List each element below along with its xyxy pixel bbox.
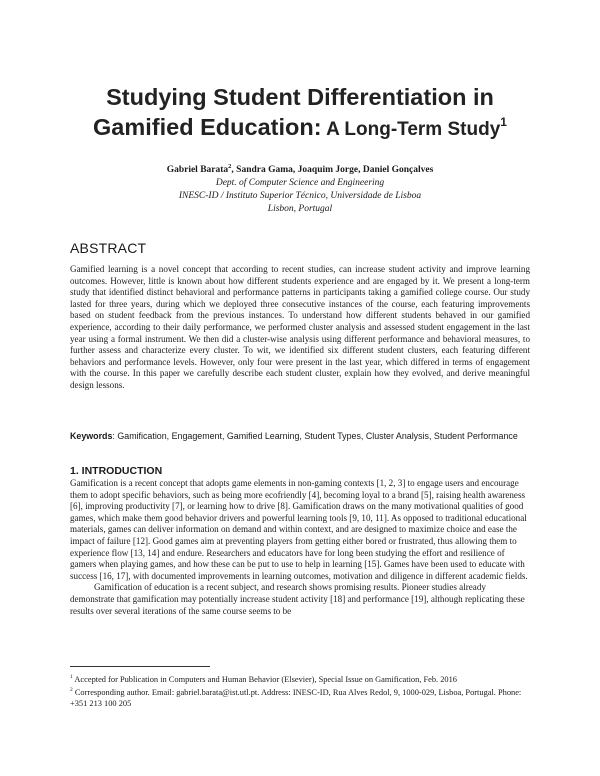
affiliation-location: Lisbon, Portugal: [267, 204, 333, 215]
author-block: [40, 160, 560, 216]
author-names: [40, 160, 560, 177]
title-line-1: Studying Student Differentiation in: [106, 84, 494, 110]
keywords: [70, 431, 530, 443]
keywords-list: : Gamification, Engagement, Gamified Learning, Student Types, Cluster Analysis, Student Performance: [112, 431, 518, 441]
footnote-1-text: Accepted for Publication in Computers and Human Behavior (Elsevier), Special Issue on Gamification, Feb. 2016: [72, 674, 457, 684]
affiliation-dept: Dept. of Computer Science and Engineering: [215, 178, 385, 189]
title-subtitle: A Long-Term Study: [321, 119, 501, 140]
abstract-text: Gamified learning is a novel concept that according to recent studies, can increase student activity and improve learning outcomes. However, little is known about how different students experience and are engaged by it. We present a long-term study that identified distinct behavioral and performance patterns in participants taking a gamified college course. Our study lasted for three years, during which we deployed three consecutive instances of the course, each featuring improvements based on student feedback from the previous instances. To understand how different students behaved in our gamified experience, according to their daily performance, we performed cluster analysis and assessed student engagement in the last year using a formal instrument. We then did a cluster-wise analysis using different performance and behavioral measures, to further assess and characterize every cluster. To wit, we identified six different student clusters, each featuring different behaviors and performance levels. However, only four were present in the last year, which differed in terms of engagement with the course. In this paper we carefully describe each student cluster, explain how they evolved, and derive meaningful design lessons.: [70, 264, 530, 390]
paper-title: [40, 82, 560, 145]
footnote-2-text: Corresponding author. Email: gabriel.barata@ist.utl.pt. Address: INESC-ID, Rua Alves Redol, 9, 1000-029, Lisboa, Portugal. Phone: +351 213 100 205: [70, 688, 522, 708]
footnote-2: [70, 685, 540, 709]
footnote-1: [70, 672, 540, 685]
title-footnote-mark: 1: [500, 115, 507, 130]
intro-paragraph-1: Gamification is a recent concept that adopts game elements in non-gaming contexts [1, 2, 3] to engage users and encourage them to adopt specific behaviors, such as being more ecofriendly [4], becoming loyal to a brand [5], raising health awareness [6], improving productivity [7], or learning how to drive [8]. Gamification draws on the many motivational qualities of good games, which make them good behavior drivers and powerful learning tools [9, 10, 11]. As opposed to traditional educational materials, games can deliver information on demand and within context, and are designed to maximize choice and ease the impact of failure [12]. Good games aim at preventing players from getting either bored or frustrated, thus allowing them to experience flow [13, 14] and endure. Researchers and educators have for long been studying the effort and resilience of gamers when playing games, and how these can be put to use to help in learning [15]. Games have been used to educate with success [16, 17], with documented improvements in learning outcomes, motivation and diligence in different academic fields.: [70, 478, 528, 581]
footnote-1-mark: 1: [70, 674, 73, 680]
introduction-body: [70, 478, 530, 617]
title-main: Gamified Education:: [93, 114, 322, 140]
author-footnote-mark: 2: [228, 163, 232, 170]
first-author: Gabriel Barata: [166, 165, 229, 176]
footnote-2-mark: 2: [70, 687, 73, 694]
keywords-label: Keywords: [70, 431, 113, 441]
footnote-divider: [70, 666, 210, 667]
affiliation-institute: INESC-ID / Instituto Superior Técnico, Universidade de Lisboa: [178, 191, 422, 202]
footnotes: [70, 672, 540, 709]
abstract-heading: ABSTRACT: [70, 240, 147, 256]
intro-paragraph-2: Gamification of education is a recent subject, and research shows promising results. Pioneer studies already demonstrate that gamification may potentially increase student activity [18] and performance [19], although replicating these results over several iterations of the same course seems to be: [70, 582, 525, 616]
introduction-heading: 1. INTRODUCTION: [70, 465, 163, 477]
title-line-2: [40, 112, 560, 145]
co-authors: , Sandra Gama, Joaquim Jorge, Daniel Gonçalves: [231, 165, 434, 176]
